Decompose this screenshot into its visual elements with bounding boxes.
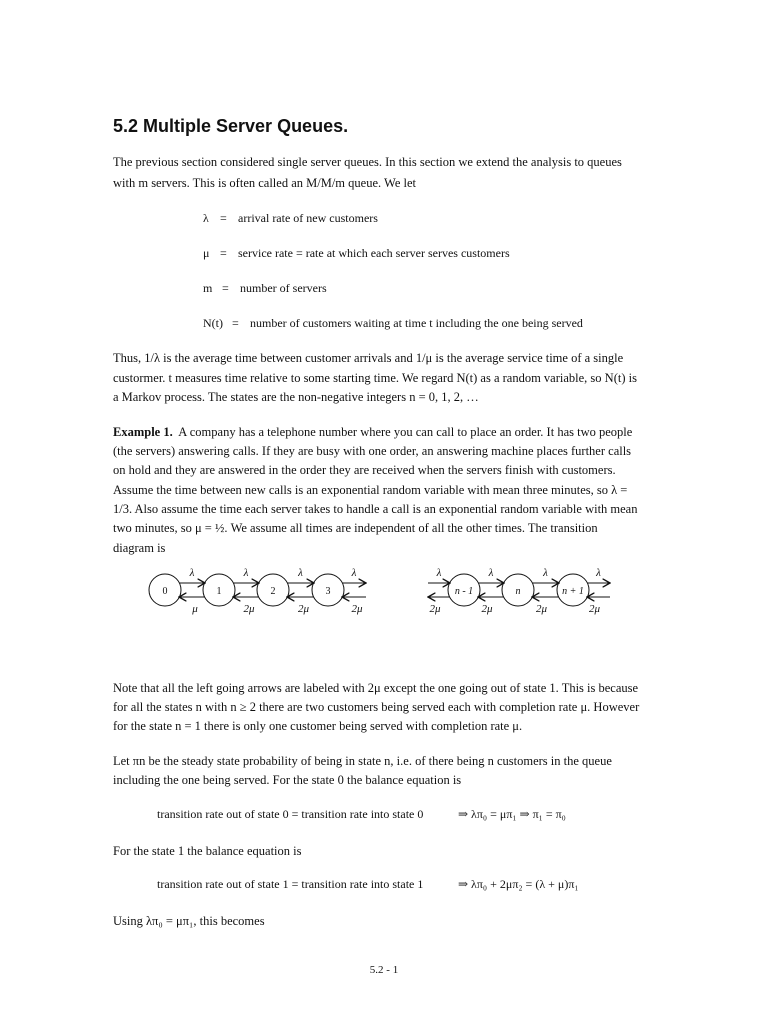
service-label-right-1: 2μ <box>481 603 493 615</box>
example-line-3: on hold and they are answered in the order they are received when the servers finish with customers. <box>113 463 616 477</box>
example-line-4: Assume the time between new calls is an exponential random variable with mean three minutes, so λ = <box>113 483 628 497</box>
def-mu-text: service rate = rate at which each server serves customers <box>238 246 510 260</box>
def-lambda-eq: = <box>220 211 227 225</box>
example-line-1 <box>113 423 632 442</box>
def-lambda-text: arrival rate of new customers <box>238 211 378 225</box>
thus-line-2: custormer. t measures time relative to some starting time. We regard N(t) as a random variable, so N(t) is <box>113 371 637 385</box>
page-footer: 5.2 - 1 <box>369 964 399 976</box>
example-text-1: A company has a telephone number where you can call to place an order. It has two people <box>178 425 633 439</box>
note-line-2: for all the states n with n ≥ 2 there are two customers being served each with completion rate μ. However <box>113 700 640 714</box>
state-label-n-1: n - 1 <box>454 586 474 597</box>
example-line-7: diagram is <box>113 541 166 555</box>
def-lambda-symbol: λ <box>203 211 209 225</box>
state-label-0: 0 <box>162 586 168 597</box>
def-N-text: number of customers waiting at time t including the one being served <box>250 316 583 330</box>
def-mu-symbol: μ <box>203 246 210 260</box>
service-label-left-2: 2μ <box>297 603 310 615</box>
state-label-3: 3 <box>325 586 331 597</box>
example-line-6: two minutes, so μ = ½. We assume all times are independent of all the other times. The transition <box>113 521 598 535</box>
state1-text: For the state 1 the balance equation is <box>113 844 302 858</box>
service-label-left-3: 2μ <box>351 603 363 615</box>
arrival-label-left-0: λ <box>189 567 195 579</box>
eq1-rhs: ⇒ λπ₀ = μπ₁ ⇒ π₁ = π₀ <box>458 807 566 821</box>
using-text: Using λπ₀ = μπ₁, this becomes <box>113 914 265 928</box>
note-line-3: for the state n = 1 there is only one customer being served with completion rate μ. <box>113 719 523 733</box>
def-m-symbol: m <box>203 281 213 295</box>
state-label-n: n <box>515 586 521 597</box>
thus-line-1: Thus, 1/λ is the average time between customer arrivals and 1/μ is the average service time of a single <box>113 351 624 365</box>
service-label-right-0: 2μ <box>429 603 441 615</box>
let-line-2: including the one being served. For the state 0 the balance equation is <box>113 773 462 787</box>
def-N-eq: = <box>232 316 239 330</box>
intro-line-1: The previous section considered single server queues. In this section we extend the analysis to queues <box>113 155 622 169</box>
thus-line-3: a Markov process. The states are the non-negative integers n = 0, 1, 2, … <box>113 390 479 404</box>
example-label: Example 1. <box>113 425 173 439</box>
def-mu-eq: = <box>220 246 227 260</box>
arrival-label-left-2: λ <box>298 567 303 579</box>
service-label-right-2: 2μ <box>535 603 548 615</box>
intro-line-2: with m servers. This is often called an M/M/m queue. We let <box>113 176 416 190</box>
example-line-5: 1/3. Also assume the time each server takes to handle a call is an exponential random variable with mean <box>113 502 638 516</box>
service-label-right-3: 2μ <box>588 603 601 615</box>
note-line-1: Note that all the left going arrows are labeled with 2μ except the one going out of state 1. This is because <box>113 681 639 695</box>
arrival-label-left-3: λ <box>351 567 357 579</box>
eq1-lhs: transition rate out of state 0 = transition rate into state 0 <box>157 807 424 821</box>
let-line-1: Let πn be the steady state probability of being in state n, i.e. of there being n customers in the queue <box>113 754 612 768</box>
service-label-left-1: 2μ <box>243 603 255 615</box>
example-line-2: (the servers) answering calls. If they are busy with one order, an answering machine places further calls <box>113 444 632 458</box>
eq2-lhs: transition rate out of state 1 = transition rate into state 1 <box>157 877 424 891</box>
arrival-label-left-1: λ <box>243 567 249 579</box>
def-m-eq: = <box>222 281 229 295</box>
state-label-1: 1 <box>216 586 222 597</box>
service-label-left-0: μ <box>192 603 198 615</box>
arrival-label-right-2: λ <box>543 567 548 579</box>
transition-diagram <box>0 558 768 628</box>
arrival-label-right-0: λ <box>436 567 442 579</box>
section-title: 5.2 Multiple Server Queues. <box>113 116 349 136</box>
state-label-n+1: n + 1 <box>562 586 584 597</box>
def-m-text: number of servers <box>240 281 327 295</box>
arrival-label-right-1: λ <box>488 567 494 579</box>
arrival-label-right-3: λ <box>596 567 601 579</box>
state-label-2: 2 <box>270 586 276 597</box>
eq2-rhs: ⇒ λπ₀ + 2μπ₂ = (λ + μ)π₁ <box>458 877 579 891</box>
def-N-symbol: N(t) <box>203 316 223 330</box>
